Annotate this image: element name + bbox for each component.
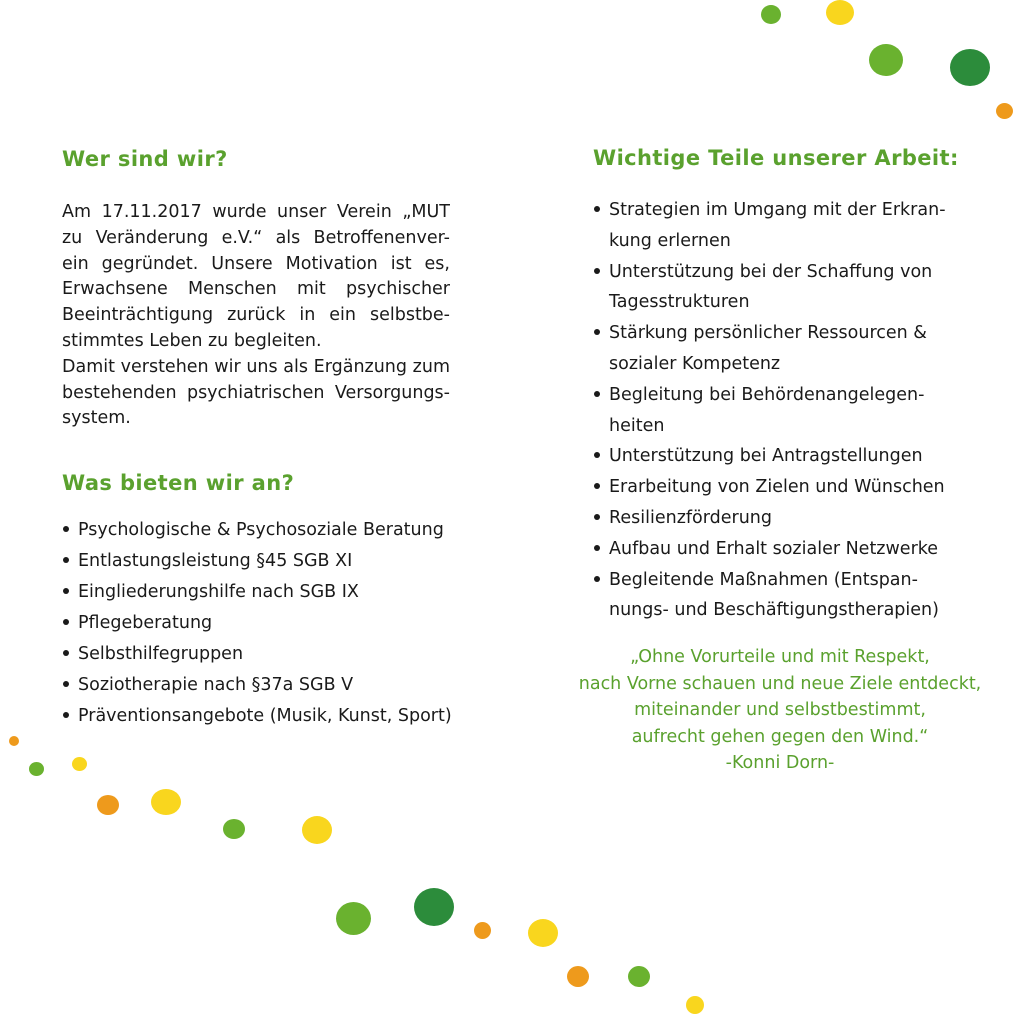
work-item-line: Resilienzförderung [609,507,773,528]
work-item-line: Begleitende Maßnahmen (Entspan- [609,569,918,590]
work-item [593,472,946,503]
work-item-line: Unterstützung bei der Schaffung von [609,261,933,282]
who-text-line: bestehenden psychiatrischen Versorgungs- [62,382,450,403]
work-item-line: kung erlernen [609,230,731,251]
work-item-line: heiten [609,415,665,436]
decor-dot [302,816,332,844]
decor-dot [826,0,854,25]
quote [560,644,1000,777]
who-text-line: Erwachsene Menschen mit psychischer [62,279,450,300]
work-item-line: Aufbau und Erhalt sozialer Netzwerke [609,538,939,559]
work-item-line: Strategien im Umgang mit der Erkran- [609,200,946,220]
quote-line: „Ohne Vorurteile und mit Respekt, [630,647,930,667]
who-text-line: system. [62,408,131,429]
who-heading: Wer sind wir? [62,147,228,171]
decor-dot [223,819,245,839]
decor-dot [996,103,1013,119]
quote-line: nach Vorne schauen und neue Ziele entdeckt, [578,673,982,694]
decor-dot [97,795,119,815]
decor-dot [869,44,903,76]
work-heading: Wichtige Teile unserer Arbeit: [593,146,959,170]
offer-item: Entlastungsleistung §45 SGB XI [62,546,452,577]
work-item [593,380,946,442]
decor-dot [628,966,650,987]
who-text-line: Am 17.11.2017 wurde unser Verein „MUT [62,202,450,222]
work-item-line: Begleitung bei Behördenangelegen- [609,384,925,405]
decor-dot [686,996,704,1014]
work-item-line: sozialer Kompetenz [609,353,781,374]
work-item-line: Tagesstrukturen [609,292,750,313]
who-text-line: zu Veränderung e.V.“ als Betroffenenver- [62,227,450,248]
offer-list [62,515,452,732]
who-text-line: ein gegründet. Unsere Motivation ist es, [62,253,450,274]
work-item-line: Erarbeitung von Zielen und Wünschen [609,477,945,498]
quote-author: -Konni Dorn- [725,753,835,773]
decor-dot [336,902,371,935]
quote-line: aufrecht gehen gegen den Wind.“ [631,726,929,747]
decor-dot [9,736,19,746]
decor-dot [72,757,87,771]
work-item [593,195,946,257]
work-item [593,503,946,534]
offer-item: Psychologische & Psychosoziale Beratung [62,515,452,546]
decor-dot [567,966,589,987]
decor-dot [761,5,781,24]
offer-item: Pflegeberatung [62,608,452,639]
offer-heading: Was bieten wir an? [62,471,295,495]
decor-dot [151,789,181,815]
decor-dot [528,919,558,947]
work-list [593,195,946,626]
who-text [62,200,450,432]
work-item [593,534,946,565]
offer-item: Eingliederungshilfe nach SGB IX [62,577,452,608]
quote-line: miteinander und selbstbestimmt, [634,700,926,720]
work-item-line: Stärkung persönlicher Ressourcen & [609,323,927,344]
offer-item: Soziotherapie nach §37a SGB V [62,670,452,701]
who-text-line: Beeinträchtigung zurück in ein selbstbe- [62,305,450,326]
offer-item: Selbsthilfegruppen [62,639,452,670]
decor-dot [950,49,990,86]
work-item [593,257,946,319]
who-text-line: Damit verstehen wir uns als Ergänzung zum [62,356,450,377]
work-item-line: Unterstützung bei Antragstellungen [609,446,923,467]
work-item [593,565,946,627]
offer-item: Präventionsangebote (Musik, Kunst, Sport) [62,701,452,732]
decor-dot [29,762,44,776]
work-item [593,318,946,380]
who-text-line: stimmtes Leben zu begleiten. [62,330,322,351]
decor-dot [474,922,491,939]
work-item-line: nungs- und Beschäftigungstherapien) [609,600,939,621]
work-item [593,441,946,472]
decor-dot [414,888,454,926]
